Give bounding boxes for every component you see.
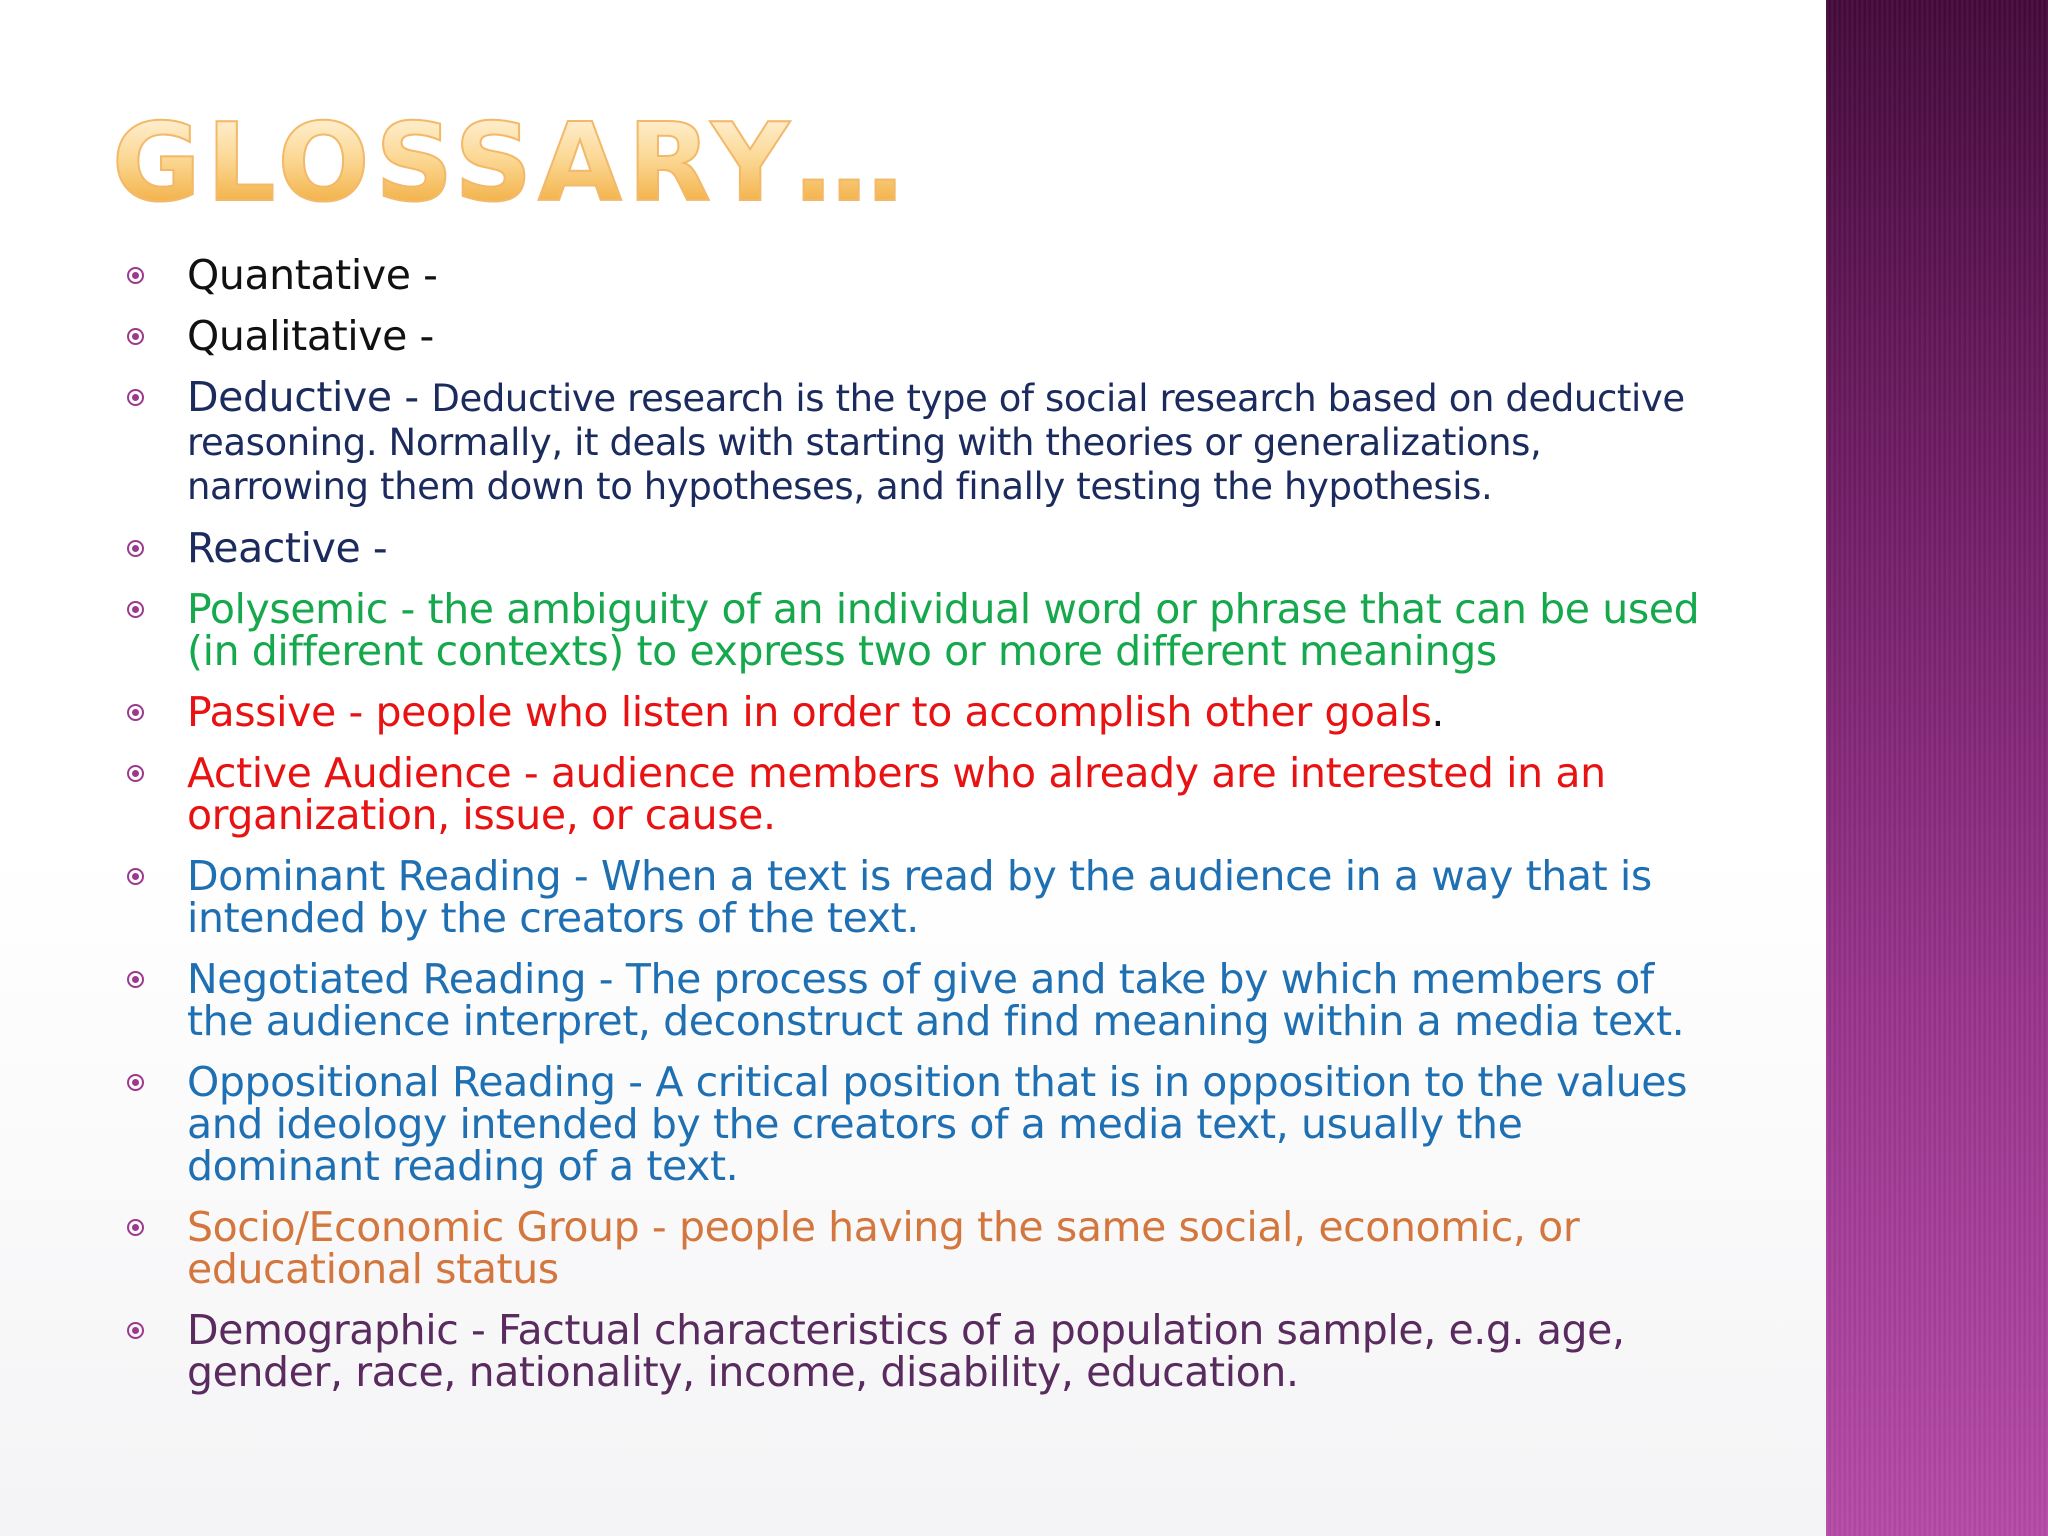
glossary-item-dominant-reading (122, 852, 1722, 942)
circled-dot-bullet-icon (127, 971, 144, 988)
glossary-list (122, 251, 1722, 1412)
glossary-term: Qualitative - (187, 312, 434, 360)
circled-dot-bullet-icon (127, 389, 144, 406)
circled-dot-bullet-icon (127, 328, 144, 345)
circled-dot-bullet-icon (127, 1074, 144, 1091)
glossary-term: Passive - (187, 688, 363, 736)
circled-dot-bullet-icon (127, 765, 144, 782)
circled-dot-bullet-icon (127, 601, 144, 618)
glossary-term: Polysemic - (187, 585, 415, 633)
glossary-definition: people who listen in order to accomplish other goals (375, 688, 1432, 736)
glossary-item-reactive (122, 524, 1722, 572)
glossary-term: Oppositional Reading - (187, 1058, 643, 1106)
glossary-term: Active Audience - (187, 749, 539, 797)
glossary-item-oppositional-reading (122, 1058, 1722, 1190)
circled-dot-bullet-icon (127, 868, 144, 885)
glossary-term: Deductive - (187, 373, 419, 421)
glossary-item-quantative (122, 251, 1722, 299)
glossary-definition: When a text is read by the audience in a way that is intended by the creators of the text. (187, 852, 1652, 942)
glossary-item-qualitative (122, 312, 1722, 360)
glossary-term: Reactive - (187, 524, 388, 572)
circled-dot-bullet-icon (127, 1322, 144, 1339)
glossary-term: Negotiated Reading - (187, 955, 614, 1003)
glossary-definition: people having the same social, economic, or educational status (187, 1203, 1580, 1293)
circled-dot-bullet-icon (127, 704, 144, 721)
glossary-definition: A critical position that is in opposition to the values and ideology intended by the creators of a media text, usually the dominant reading of a text. (187, 1058, 1688, 1190)
glossary-term: Demographic - (187, 1306, 486, 1354)
glossary-trailing-period: . (1431, 688, 1445, 736)
glossary-item-demographic (122, 1306, 1722, 1396)
glossary-term: Dominant Reading - (187, 852, 589, 900)
glossary-definition: the ambiguity of an individual word or phrase that can be used (in different contexts) to express two or more different meanings (187, 585, 1700, 675)
circled-dot-bullet-icon (127, 267, 144, 284)
decorative-side-bar (1826, 0, 2048, 1536)
glossary-item-negotiated-reading (122, 955, 1722, 1045)
circled-dot-bullet-icon (127, 540, 144, 557)
glossary-item-socio-economic-group (122, 1203, 1722, 1293)
slide-title: GLOSSARY… (112, 101, 910, 226)
glossary-term: Socio/Economic Group - (187, 1203, 667, 1251)
glossary-definition: Factual characteristics of a population sample, e.g. age, gender, race, nationality, income, disability, education. (187, 1306, 1625, 1396)
glossary-item-deductive (122, 373, 1722, 508)
circled-dot-bullet-icon (127, 1219, 144, 1236)
glossary-definition: audience members who already are interested in an organization, issue, or cause. (187, 749, 1606, 839)
glossary-item-active-audience (122, 749, 1722, 839)
glossary-item-passive (122, 688, 1722, 736)
glossary-term: Quantative - (187, 251, 438, 299)
glossary-item-polysemic (122, 585, 1722, 675)
glossary-definition: Deductive research is the type of social research based on deductive reasoning. Normally, it deals with starting with theories or generalizations, narrowing them down to hypotheses, and finally testing the hypothesis. (187, 377, 1685, 508)
glossary-definition: The process of give and take by which members of the audience interpret, deconstruct and find meaning within a media text. (187, 955, 1685, 1045)
